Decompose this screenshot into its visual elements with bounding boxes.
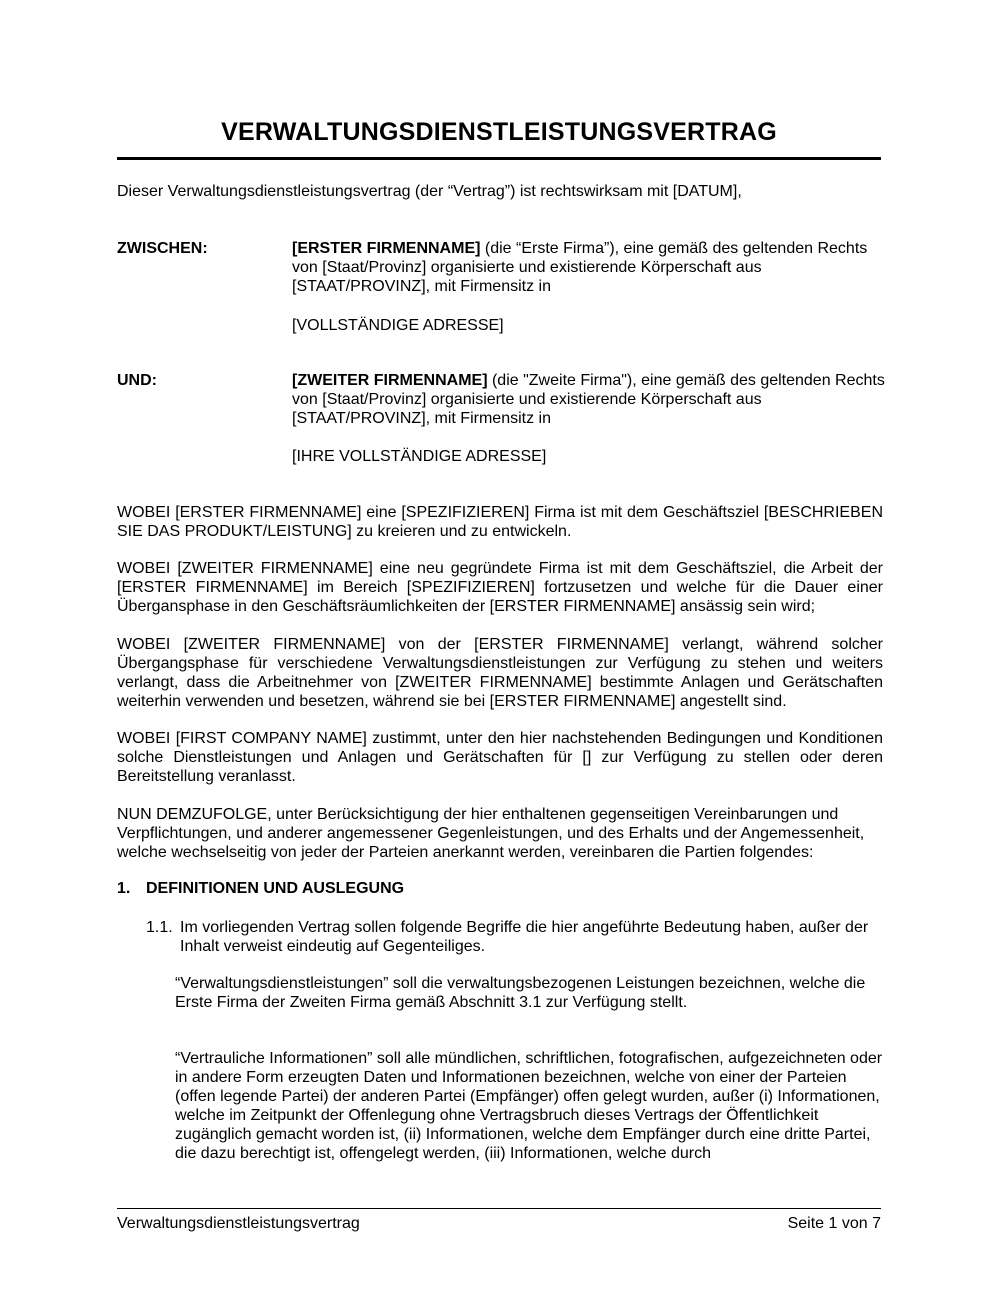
document-title: VERWALTUNGSDIENSTLEISTUNGSVERTRAG [221, 118, 777, 146]
recital-3: WOBEI [ZWEITER FIRMENNAME] von der [ERSTER FIRMENNAME] verlangt, während solcher Übergangsphase für verschiedene Verwaltungsdienstleistungen zur Verfügung zu stehen und weiters verlangt, dass die Arbeitnehmer von [ZWEITER FIRMENNAME] bestimmte Anlagen und Gerätschaften weiterhin verwenden und besetzen, während sie bei [ERSTER FIRMENNAME] angestellt sind. [117, 636, 883, 710]
footer-rule [117, 1208, 881, 1209]
footer-page-number: Seite 1 von 7 [787, 1215, 881, 1232]
recital-5: NUN DEMZUFOLGE, unter Berücksichtigung der hier enthaltenen gegenseitigen Vereinbarungen und Verpflichtungen, und anderer angemessener Gegenleistungen, und des Erhalts und der Angemessenheit, welche wechselseitig von jeder der Parteien anerkannt werden, vereinbaren die Partien folgendes: [117, 806, 865, 861]
party2-text [292, 371, 892, 428]
definition-confidential-info: “Vertrauliche Informationen” soll alle mündlichen, schriftlichen, fotografischen, aufgezeichneten oder in andere Form erzeugten Daten und Informationen bezeichnen, welche von einer der Parteien (offen legende Partei) der anderen Partei (Empfänger) offen gelegt wurden, außer (i) Informationen, welche im Zeitpunkt der Offenlegung ohne Vertragsbruch dieses Vertrags der Öffentlichkeit zugänglich gemacht worden ist, (ii) Informationen, welche dem Empfänger durch eine dritte Partei, die dazu berechtigt ist, offengelegt werden, (iii) Informationen, welche durch [175, 1050, 883, 1162]
party1-address: [VOLLSTÄNDIGE ADRESSE] [292, 317, 504, 334]
intro-paragraph: Dieser Verwaltungsdienstleistungsvertrag (der “Vertrag”) ist rechtswirksam mit [DATUM], [117, 183, 742, 200]
party2-label: UND: [117, 372, 157, 389]
section-1-title: DEFINITIONEN UND AUSLEGUNG [146, 880, 405, 897]
definition-admin-services: “Verwaltungsdienstleistungen” soll die verwaltungsbezogenen Leistungen bezeichnen, welche die Erste Firma der Zweiten Firma gemäß Abschnitt 3.1 zur Verfügung stellt. [175, 975, 866, 1011]
party1-name: [ERSTER FIRMENNAME] [292, 240, 481, 257]
recital-4: WOBEI [FIRST COMPANY NAME] zustimmt, unter den hier nachstehenden Bedingungen und Konditionen solche Dienstleistungen und Anlagen und Gerätschaften für [] zur Verfügung zu stellen oder deren Bereitstellung veranlasst. [117, 730, 883, 785]
recital-1: WOBEI [ERSTER FIRMENNAME] eine [SPEZIFIZIEREN] Firma ist mit dem Geschäftsziel [BESCHRIEBEN SIE DAS PRODUKT/LEISTUNG] zu kreieren und zu entwickeln. [117, 504, 883, 540]
party1-label: ZWISCHEN: [117, 240, 208, 257]
party2-description: (die "Zweite Firma"), eine gemäß des geltenden Rechts von [Staat/Provinz] organisierte und existierende Körperschaft aus [STAAT/PROVINZ], mit Firmensitz in [292, 372, 885, 427]
party1-text [292, 239, 892, 296]
party2-address: [IHRE VOLLSTÄNDIGE ADRESSE] [292, 448, 547, 465]
party2-name: [ZWEITER FIRMENNAME] [292, 372, 488, 389]
subsection-1-1-text: Im vorliegenden Vertrag sollen folgende Begriffe die hier angeführte Bedeutung haben, außer der Inhalt verweist eindeutig auf Gegenteiliges. [180, 919, 869, 955]
recital-2: WOBEI [ZWEITER FIRMENNAME] eine neu gegründete Firma ist mit dem Geschäftsziel, die Arbeit der [ERSTER FIRMENNAME] im Bereich [SPEZIFIZIEREN] fortzusetzen und welche für die Dauer einer Übergansphase in den Geschäftsräumlichkeiten der [ERSTER FIRMENNAME] ansässig sein wird; [117, 560, 883, 615]
section-1-number: 1. [117, 880, 131, 897]
title-rule [117, 157, 881, 160]
subsection-1-1-number: 1.1. [146, 919, 173, 936]
party1-description: (die “Erste Firma”), eine gemäß des geltenden Rechts von [Staat/Provinz] organisierte und existierende Körperschaft aus [STAAT/PROVINZ], mit Firmensitz in [292, 240, 868, 295]
footer-document-name: Verwaltungsdienstleistungsvertrag [117, 1215, 360, 1232]
